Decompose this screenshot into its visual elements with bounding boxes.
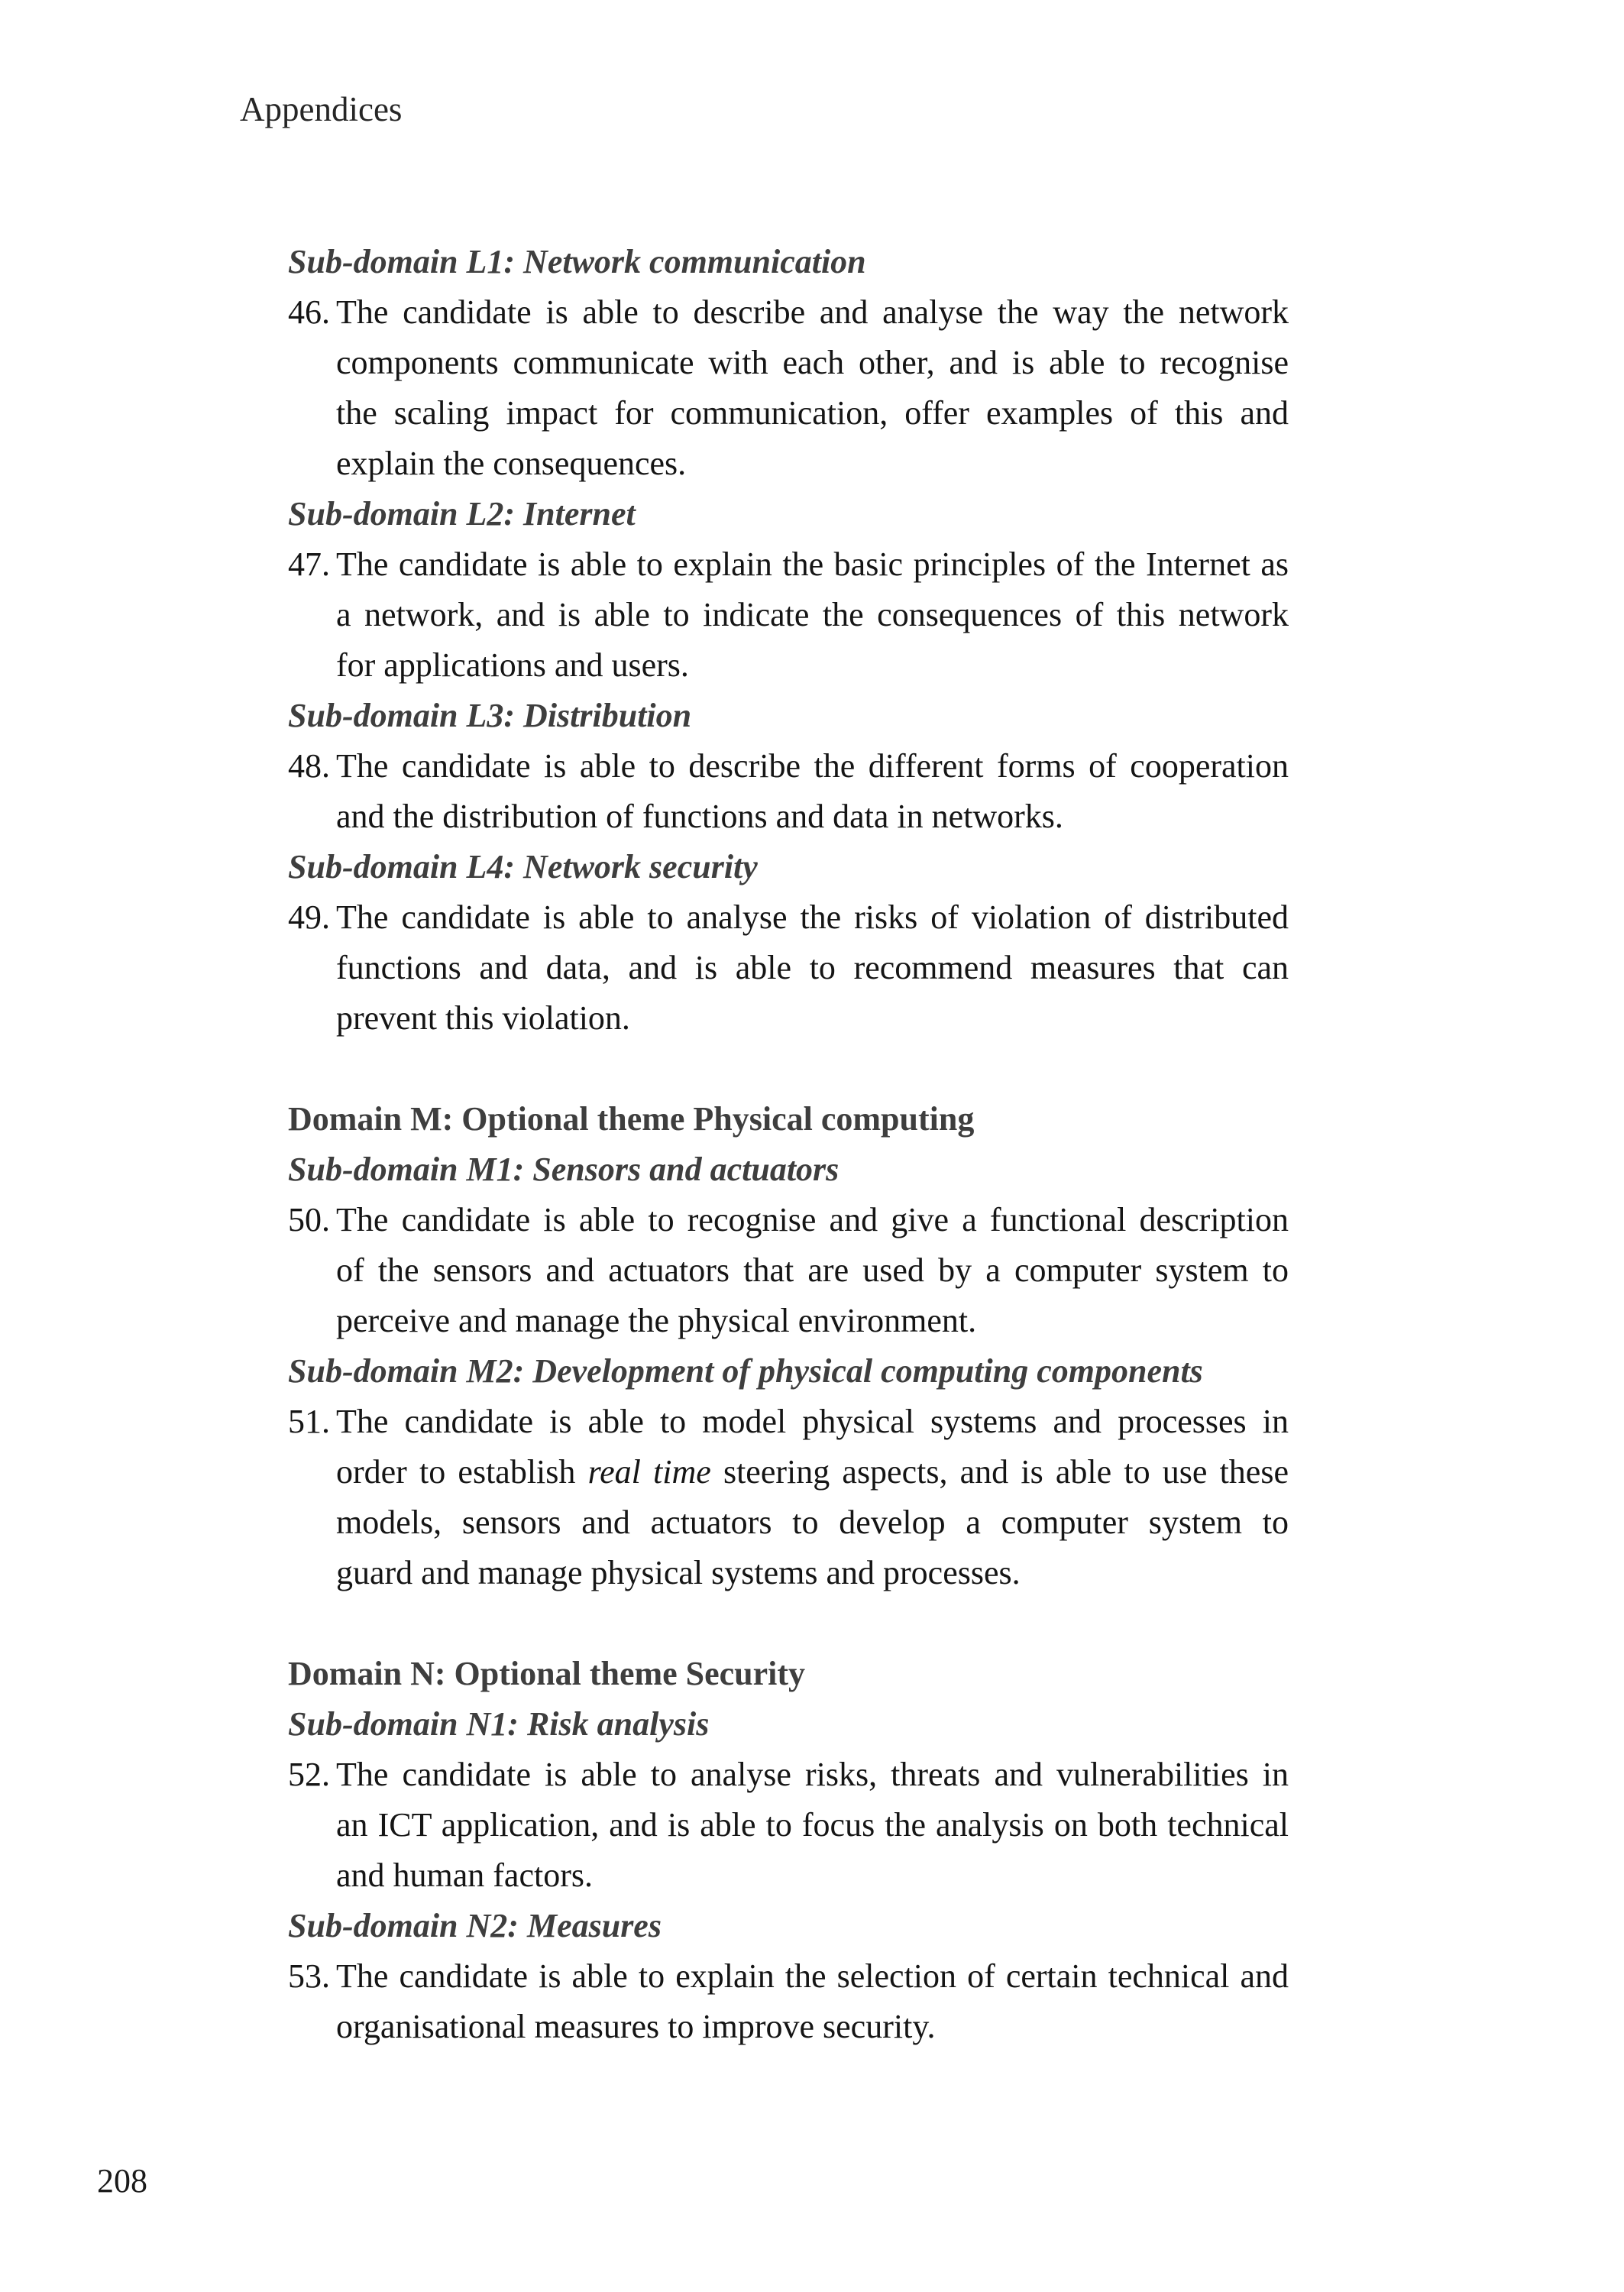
item-line: a network, and is able to indicate the consequences of this network — [336, 596, 1289, 633]
item-line: The candidate is able to describe and analyse the way the network — [336, 293, 1289, 331]
section-gap — [288, 1598, 1289, 1649]
subdomain-m1-heading: Sub-domain M1: Sensors and actuators — [288, 1151, 839, 1188]
item-line — [336, 1447, 1289, 1497]
running-header: Appendices — [240, 90, 403, 128]
item-number: 51. — [288, 1403, 330, 1440]
list-item-48 — [288, 741, 1289, 842]
item-line: The candidate is able to explain the selection of certain technical and — [336, 1957, 1289, 1995]
list-item-47 — [288, 539, 1289, 691]
item-number: 49. — [288, 898, 330, 936]
subdomain-l4-heading: Sub-domain L4: Network security — [288, 848, 758, 885]
item-line: The candidate is able to describe the different forms of cooperation — [336, 747, 1289, 785]
item-line: components communicate with each other, and is able to recognise — [336, 344, 1289, 381]
item-line-emphasis: real time — [587, 1453, 711, 1491]
subdomain-n1-heading: Sub-domain N1: Risk analysis — [288, 1705, 710, 1743]
item-line: functions and data, and is able to recommend measures that can — [336, 949, 1289, 986]
page-number: 208 — [97, 2162, 147, 2200]
item-line: The candidate is able to explain the basic principles of the Internet as — [336, 545, 1289, 583]
item-line: the scaling impact for communication, offer examples of this and — [336, 394, 1289, 432]
item-line: perceive and manage the physical environment. — [336, 1302, 977, 1339]
item-line: for applications and users. — [336, 646, 689, 684]
list-item-52 — [288, 1750, 1289, 1901]
item-line: guard and manage physical systems and processes. — [336, 1554, 1021, 1591]
item-line: The candidate is able to model physical systems and processes in — [336, 1403, 1289, 1440]
item-number: 50. — [288, 1201, 330, 1238]
item-line: The candidate is able to analyse the risks of violation of distributed — [336, 898, 1289, 936]
item-line: models, sensors and actuators to develop a computer system to — [336, 1504, 1289, 1541]
list-item-53 — [288, 1951, 1289, 2052]
item-line: The candidate is able to analyse risks, threats and vulnerabilities in — [336, 1756, 1289, 1793]
domain-m-heading: Domain M: Optional theme Physical computing — [288, 1100, 975, 1138]
item-number: 48. — [288, 747, 330, 785]
list-item-46 — [288, 287, 1289, 489]
subdomain-l2-heading: Sub-domain L2: Internet — [288, 495, 636, 533]
list-item-50 — [288, 1195, 1289, 1346]
item-line: and the distribution of functions and data in networks. — [336, 798, 1063, 835]
item-line-text: steering aspects, and is able to use these — [710, 1453, 1289, 1491]
item-line: of the sensors and actuators that are used by a computer system to — [336, 1251, 1289, 1289]
item-line: prevent this violation. — [336, 999, 630, 1037]
item-number: 53. — [288, 1957, 330, 1995]
item-number: 46. — [288, 293, 330, 331]
item-line-text: order to establish — [336, 1453, 588, 1491]
item-line: an ICT application, and is able to focus the analysis on both technical — [336, 1806, 1289, 1844]
item-line: explain the consequences. — [336, 445, 687, 482]
item-line: and human factors. — [336, 1857, 593, 1894]
list-item-49 — [288, 892, 1289, 1044]
item-number: 47. — [288, 545, 330, 583]
item-number: 52. — [288, 1756, 330, 1793]
subdomain-l1-heading: Sub-domain L1: Network communication — [288, 243, 866, 280]
content-block — [288, 237, 1289, 2052]
list-item-51 — [288, 1397, 1289, 1598]
subdomain-m2-heading: Sub-domain M2: Development of physical computing components — [288, 1352, 1203, 1390]
item-line: The candidate is able to recognise and give a functional description — [336, 1201, 1289, 1238]
subdomain-n2-heading: Sub-domain N2: Measures — [288, 1907, 662, 1944]
section-gap — [288, 1044, 1289, 1094]
subdomain-l3-heading: Sub-domain L3: Distribution — [288, 697, 692, 734]
item-line: organisational measures to improve security. — [336, 2008, 936, 2045]
domain-n-heading: Domain N: Optional theme Security — [288, 1655, 806, 1692]
